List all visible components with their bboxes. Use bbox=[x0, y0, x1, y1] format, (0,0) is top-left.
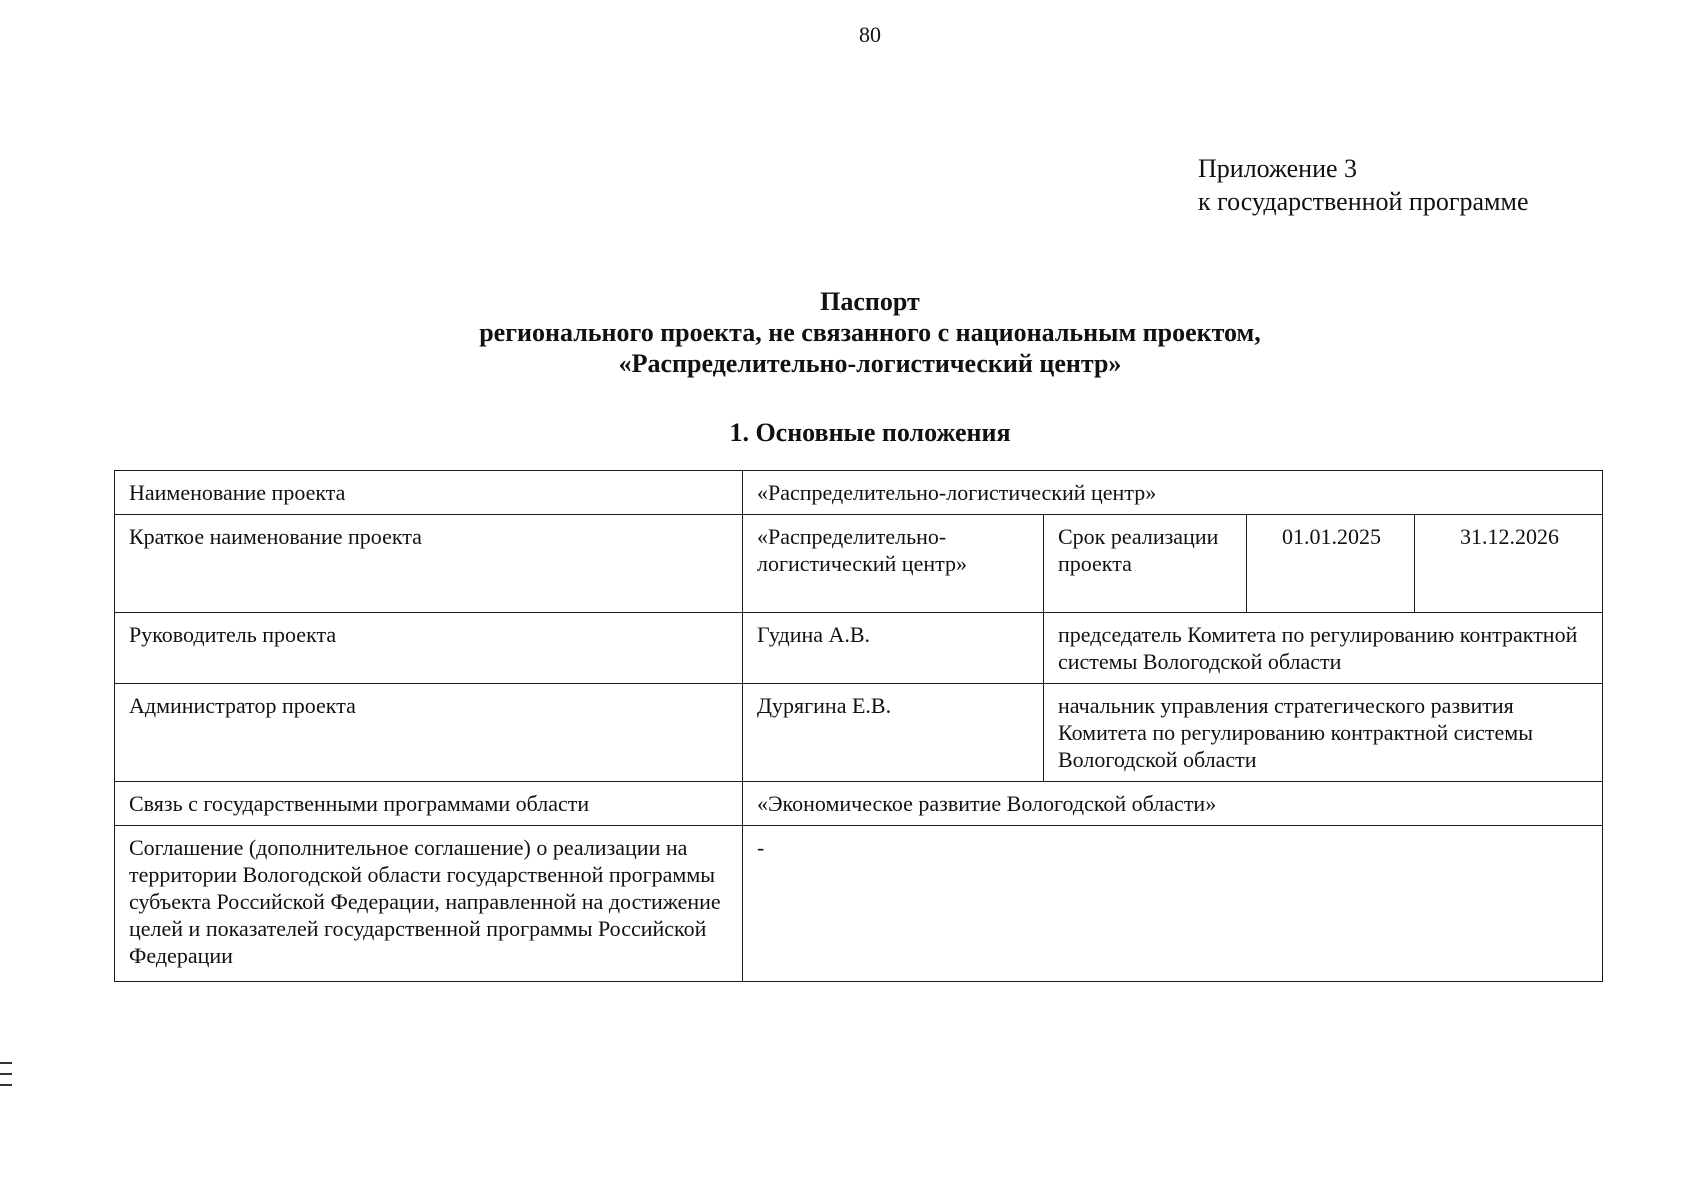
document-title bbox=[0, 286, 1697, 379]
row-label-project-name: Наименование проекта bbox=[115, 471, 743, 515]
margin-mark bbox=[0, 1084, 12, 1086]
margin-marks bbox=[0, 1062, 12, 1095]
agreement-value: - bbox=[743, 826, 1603, 982]
program-link-value: «Экономическое развитие Вологодской области» bbox=[743, 782, 1603, 826]
row-label-project-admin: Администратор проекта bbox=[115, 684, 743, 782]
project-admin-name: Дурягина Е.В. bbox=[743, 684, 1044, 782]
row-label-project-head: Руководитель проекта bbox=[115, 613, 743, 684]
project-name-value: «Распределительно-логистический центр» bbox=[743, 471, 1603, 515]
row-label-program-link: Связь с государственными программами области bbox=[115, 782, 743, 826]
short-name-value: «Распределительно-логистический центр» bbox=[743, 515, 1044, 613]
margin-mark bbox=[0, 1062, 12, 1064]
table-row bbox=[115, 826, 1603, 982]
section-heading: 1. Основные положения bbox=[729, 418, 1011, 447]
project-head-name: Гудина А.В. bbox=[743, 613, 1044, 684]
term-label: Срок реализации проекта bbox=[1044, 515, 1247, 613]
table-row bbox=[115, 515, 1603, 613]
row-label-short-name: Краткое наименование проекта bbox=[115, 515, 743, 613]
project-head-position: председатель Комитета по регулированию контрактной системы Вологодской области bbox=[1044, 613, 1603, 684]
table-row bbox=[115, 684, 1603, 782]
table-row bbox=[115, 782, 1603, 826]
appendix-line-1: Приложение 3 bbox=[1198, 154, 1358, 183]
table-row bbox=[115, 613, 1603, 684]
project-passport-table bbox=[114, 470, 1603, 982]
start-date: 01.01.2025 bbox=[1247, 515, 1415, 613]
title-line-3: «Распределительно-логистический центр» bbox=[618, 349, 1122, 378]
table-row bbox=[115, 471, 1603, 515]
row-label-agreement: Соглашение (дополнительное соглашение) о реализации на территории Вологодской области государственной программы субъекта Российской Федерации, направленной на достижение целей и показателей государственной программы Российской Федерации bbox=[115, 826, 743, 982]
project-admin-position: начальник управления стратегического развития Комитета по регулированию контрактной системы Вологодской области bbox=[1044, 684, 1603, 782]
title-line-2: регионального проекта, не связанного с национальным проектом, bbox=[479, 318, 1261, 347]
page-number: 80 bbox=[859, 22, 881, 47]
margin-mark bbox=[0, 1073, 12, 1075]
title-line-1: Паспорт bbox=[820, 287, 920, 316]
end-date: 31.12.2026 bbox=[1415, 515, 1603, 613]
appendix-line-2: к государственной программе bbox=[1198, 187, 1529, 216]
appendix-note bbox=[1198, 152, 1529, 218]
